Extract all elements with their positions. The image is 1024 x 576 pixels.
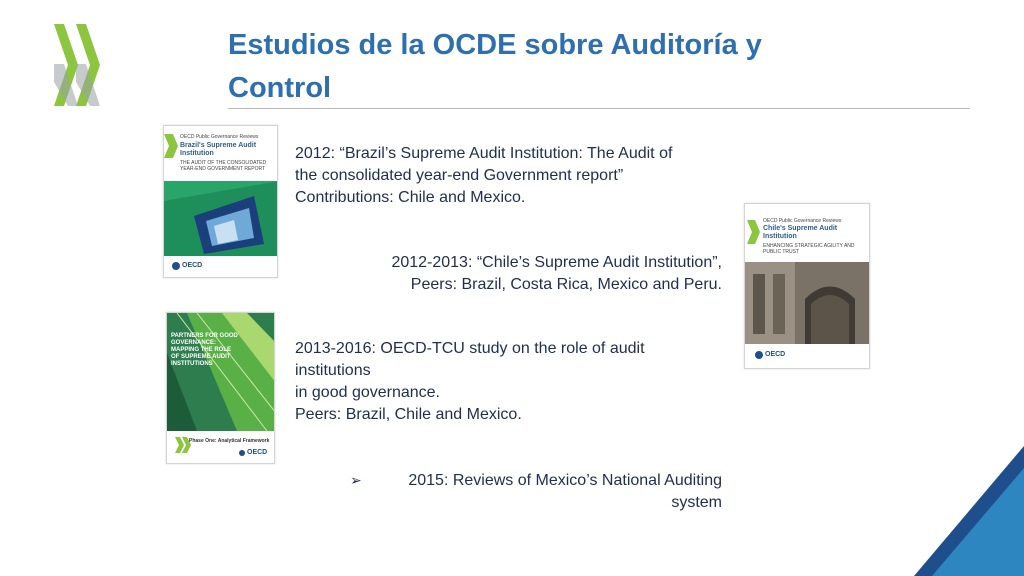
arrow-bullet-icon: ➢ <box>350 472 362 488</box>
corner-triangle-decoration <box>914 446 1024 576</box>
study-2013-2016-line2: institutions <box>295 362 371 379</box>
review-2015-line2: system <box>671 494 722 511</box>
study-2012-2013-line2: Peers: Brazil, Costa Rica, Mexico and Peru. <box>410 276 722 293</box>
study-2013-2016-line3: in good governance. <box>295 384 440 401</box>
review-2015-line1: 2015: Reviews of Mexico’s National Auditing <box>408 472 722 489</box>
oecd-chevron-logo-icon <box>54 24 110 106</box>
cover-partners-subtitle: Phase One: Analytical Framework <box>189 438 270 444</box>
cover-chile-report <box>744 203 870 369</box>
cover-brazil-subtitle: THE AUDIT OF THE CONSOLIDATED YEAR-END GOVERNMENT REPORT <box>180 160 267 172</box>
cover-chile-series: OECD Public Governance Reviews <box>763 218 842 224</box>
cover-partners-title: PARTNERS FOR GOOD GOVERNANCE: MAPPING THE ROLE OF SUPREME AUDIT INSTITUTIONS <box>171 333 238 367</box>
title-divider <box>228 108 970 109</box>
study-2012-line2: the consolidated year-end Government report” <box>295 167 624 184</box>
cover-chile-title: Chile's Supreme Audit Institution <box>763 225 838 240</box>
cover-brazil-series: OECD Public Governance Reviews <box>180 134 259 140</box>
cover-brazil-report <box>163 125 278 278</box>
cover-brazil-publisher: OECD <box>182 262 203 269</box>
study-2013-2016-line4: Peers: Brazil, Chile and Mexico. <box>295 406 522 423</box>
cover-partners-publisher: OECD <box>247 449 268 456</box>
study-2013-2016-line1: 2013-2016: OECD-TCU study on the role of audit <box>295 340 645 357</box>
review-2015-text <box>372 470 722 514</box>
study-2012-line1: 2012: “Brazil’s Supreme Audit Institution: The Audit of <box>295 145 673 162</box>
study-2012-line3: Contributions: Chile and Mexico. <box>295 189 526 206</box>
study-2012-2013-line1: 2012-2013: “Chile’s Supreme Audit Institution”, <box>391 254 722 271</box>
study-2012-2013-text <box>295 252 722 296</box>
cover-chile-subtitle: ENHANCING STRATEGIC AGILITY AND PUBLIC TRUST <box>763 243 855 255</box>
study-2012-text <box>295 143 735 209</box>
cover-brazil-title: Brazil's Supreme Audit Institution <box>180 142 257 157</box>
cover-partners-report <box>166 312 275 464</box>
slide-title: Estudios de la OCDE sobre Auditoría y Control <box>228 29 762 104</box>
study-2013-2016-text <box>295 338 735 426</box>
cover-chile-publisher: OECD <box>765 351 786 358</box>
